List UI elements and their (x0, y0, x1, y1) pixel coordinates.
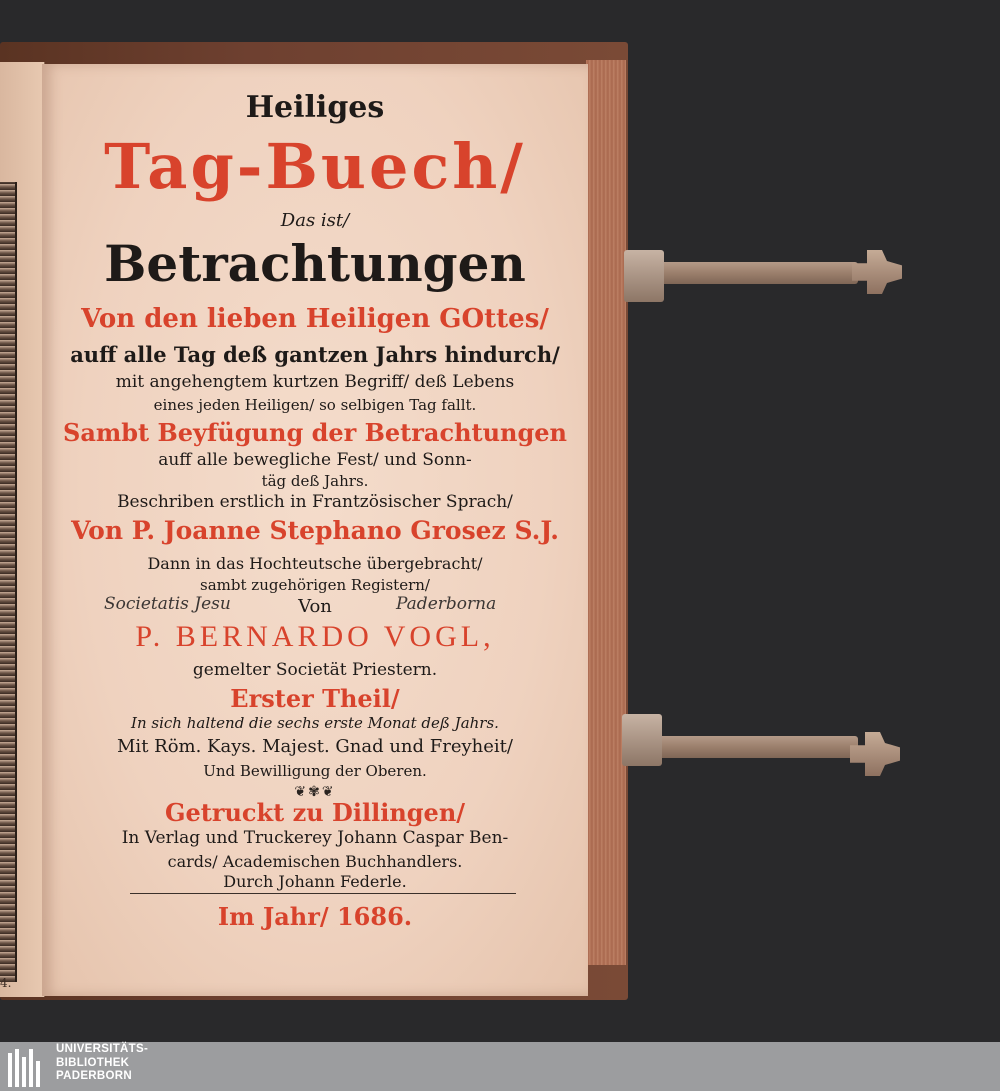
title-erster-theil: Erster Theil/ (230, 684, 400, 713)
title-heiliges: Heiliges (245, 90, 385, 125)
title-mit-roem-kays: Mit Röm. Kays. Majest. Gnad und Freyheit/ (117, 736, 513, 757)
lower-clasp-plate (622, 714, 662, 766)
title-author-grosez: Von P. Joanne Stephano Grosez S.J. (71, 516, 559, 545)
upper-clasp-plate (624, 250, 664, 302)
handwriting-paderborna: Paderborna (396, 594, 497, 614)
title-auff-alle-bewegliche: auff alle bewegliche Fest/ und Sonn- (158, 450, 472, 470)
page-edges (586, 60, 626, 965)
upper-clasp (640, 262, 858, 284)
title-im-jahr-1686: Im Jahr/ 1686. (217, 902, 413, 931)
title-dann-in-das: Dann in das Hochteutsche übergebracht/ (147, 554, 483, 573)
title-von-den-lieben-heiligen: Von den lieben Heiligen GOttes/ (81, 304, 549, 334)
footer-bar (0, 1042, 1000, 1091)
left-page-number: 4. (0, 976, 12, 990)
title-cards-academischen: cards/ Academischen Buchhandlers. (167, 852, 463, 871)
title-in-verlag: In Verlag und Truckerey Johann Caspar Ben- (121, 828, 509, 848)
title-beschriben: Beschriben erstlich in Frantzösischer Sprach/ (117, 492, 513, 512)
title-das-ist: Das ist/ (280, 210, 350, 231)
title-eines-jeden: eines jeden Heiligen/ so selbigen Tag fallt. (153, 396, 477, 414)
title-und-bewilligung: Und Bewilligung der Oberen. (203, 762, 427, 780)
title-betrachtungen: Betrachtungen (104, 234, 526, 293)
title-gemelter-societaet: gemelter Societät Priestern. (192, 660, 438, 680)
logo-line-3: PADERBORN (56, 1070, 132, 1082)
handwriting-societatis-jesu: Societatis Jesu (104, 594, 231, 614)
left-facing-page (0, 62, 45, 997)
frontispiece-engraving (0, 182, 17, 982)
title-von: Von (298, 596, 332, 617)
library-logo-icon (8, 1049, 44, 1087)
lower-clasp (640, 736, 858, 758)
title-page (42, 64, 588, 996)
ornament-fleuron: ❦✾❦ (294, 784, 336, 800)
logo-line-1: UNIVERSITÄTS- (56, 1043, 149, 1055)
library-logo-text (56, 1043, 148, 1084)
title-sambt-registern: sambt zugehörigen Registern/ (200, 576, 430, 594)
title-getruckt-dillingen: Getruckt zu Dillingen/ (164, 798, 466, 827)
title-tag-buech: Tag-Buech/ (104, 130, 526, 203)
title-sambt-beyfuegung: Sambt Beyfügung der Betrachtungen (62, 418, 568, 447)
title-in-sich-haltend: In sich haltend die sechs erste Monat deß Jahrs. (131, 714, 499, 732)
logo-line-2: BIBLIOTHEK (56, 1056, 130, 1069)
imprint-rule (130, 893, 516, 894)
title-durch-federle: Durch Johann Federle. (223, 872, 407, 891)
title-auff-alle-tag: auff alle Tag deß gantzen Jahrs hindurch/ (70, 342, 560, 367)
title-taeg-dess-jahrs: täg deß Jahrs. (261, 472, 369, 490)
title-mit-angehengtem: mit angehengtem kurtzen Begriff/ deß Lebens (115, 372, 515, 392)
title-translator-vogl: P. BERNARDO VOGL, (135, 620, 495, 653)
